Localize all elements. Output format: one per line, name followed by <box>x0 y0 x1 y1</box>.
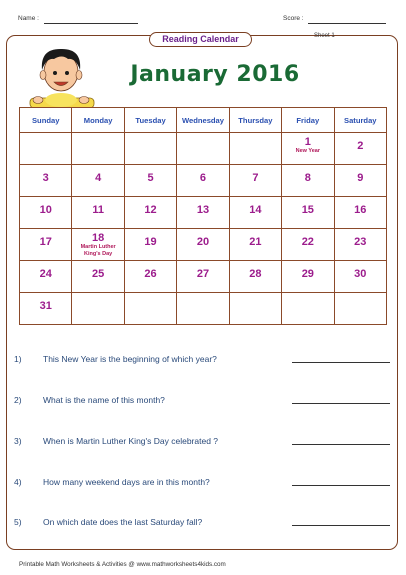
week-row <box>20 165 387 197</box>
score-field-line[interactable] <box>308 23 386 24</box>
date-cell: 17 <box>20 229 72 261</box>
question-item <box>0 517 406 531</box>
weekday-header: Thursday <box>229 108 281 133</box>
month-title: January 2016 <box>130 62 300 87</box>
date-cell <box>124 293 176 325</box>
question-item <box>0 395 406 409</box>
week-row <box>20 293 387 325</box>
answer-line[interactable] <box>292 525 390 526</box>
name-field-line[interactable] <box>44 23 138 24</box>
date-cell: 3 <box>20 165 72 197</box>
weekday-header-row <box>20 108 387 133</box>
question-text: When is Martin Luther King's Day celebrated ? <box>43 436 219 446</box>
question-number: 4) <box>14 477 22 487</box>
date-cell: 20 <box>177 229 229 261</box>
date-cell: 22 <box>282 229 334 261</box>
week-row <box>20 261 387 293</box>
date-cell: 2 <box>334 133 386 165</box>
date-cell: 10 <box>20 197 72 229</box>
question-number: 1) <box>14 354 22 364</box>
footer-credit: Printable Math Worksheets & Activities @ www.mathworksheets4kids.com <box>19 561 226 568</box>
calendar-grid <box>19 107 387 325</box>
date-cell: 21 <box>229 229 281 261</box>
date-cell: 30 <box>334 261 386 293</box>
date-cell <box>282 133 334 165</box>
date-cell <box>72 229 124 261</box>
date-cell: 19 <box>124 229 176 261</box>
question-text: This New Year is the beginning of which year? <box>43 354 217 364</box>
date-cell: 25 <box>72 261 124 293</box>
worksheet-title: Reading Calendar <box>149 32 252 47</box>
date-cell: 31 <box>20 293 72 325</box>
date-cell <box>177 293 229 325</box>
question-text: On which date does the last Saturday fall? <box>43 517 203 527</box>
weekday-header: Saturday <box>334 108 386 133</box>
date-cell <box>229 133 281 165</box>
question-number: 2) <box>14 395 22 405</box>
week-row <box>20 133 387 165</box>
date-cell <box>72 133 124 165</box>
date-cell <box>334 293 386 325</box>
question-text: How many weekend days are in this month? <box>43 477 210 487</box>
answer-line[interactable] <box>292 403 390 404</box>
date-cell: 24 <box>20 261 72 293</box>
weekday-header: Tuesday <box>124 108 176 133</box>
date-cell: 16 <box>334 197 386 229</box>
date-cell <box>124 133 176 165</box>
date-cell: 9 <box>334 165 386 197</box>
date-cell <box>177 133 229 165</box>
date-cell: 28 <box>229 261 281 293</box>
question-number: 5) <box>14 517 22 527</box>
answer-line[interactable] <box>292 444 390 445</box>
answer-line[interactable] <box>292 485 390 486</box>
score-label: Score : <box>283 15 304 22</box>
date-cell: 11 <box>72 197 124 229</box>
holiday-label: Martin Luther King's Day <box>80 244 116 257</box>
date-number: 18 <box>92 232 105 244</box>
week-row <box>20 229 387 261</box>
question-item <box>0 354 406 368</box>
date-cell <box>72 293 124 325</box>
question-number: 3) <box>14 436 22 446</box>
week-row <box>20 197 387 229</box>
date-cell: 27 <box>177 261 229 293</box>
weekday-header: Friday <box>282 108 334 133</box>
answer-line[interactable] <box>292 362 390 363</box>
date-cell: 8 <box>282 165 334 197</box>
question-item <box>0 477 406 491</box>
date-cell: 6 <box>177 165 229 197</box>
name-label: Name : <box>18 15 39 22</box>
date-cell: 7 <box>229 165 281 197</box>
date-number: 1 <box>304 136 311 148</box>
question-item <box>0 436 406 450</box>
boy-cartoon-icon <box>26 42 96 108</box>
date-cell: 15 <box>282 197 334 229</box>
date-cell: 23 <box>334 229 386 261</box>
date-cell <box>20 133 72 165</box>
holiday-label: New Year <box>295 148 320 154</box>
date-cell: 13 <box>177 197 229 229</box>
date-cell <box>282 293 334 325</box>
date-cell: 14 <box>229 197 281 229</box>
date-cell: 29 <box>282 261 334 293</box>
date-cell: 5 <box>124 165 176 197</box>
date-cell: 12 <box>124 197 176 229</box>
date-cell: 26 <box>124 261 176 293</box>
question-text: What is the name of this month? <box>43 395 165 405</box>
weekday-header: Monday <box>72 108 124 133</box>
sheet-label: Sheet 1 <box>314 33 335 39</box>
date-cell <box>229 293 281 325</box>
weekday-header: Sunday <box>20 108 72 133</box>
weekday-header: Wednesday <box>177 108 229 133</box>
date-cell: 4 <box>72 165 124 197</box>
